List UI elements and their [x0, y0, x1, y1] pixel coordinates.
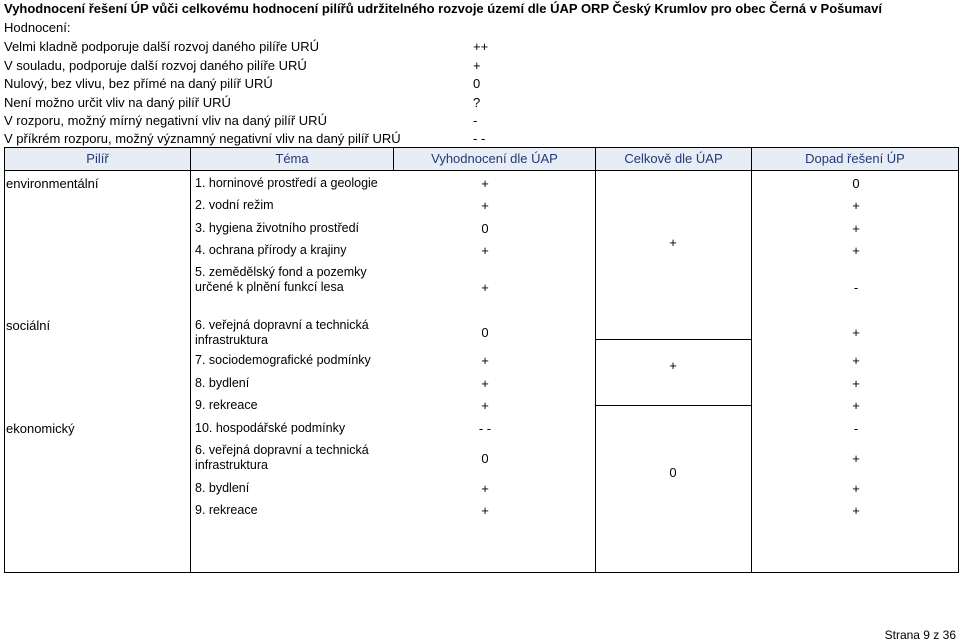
celkove-divider — [595, 339, 752, 340]
table-row-vyhodnoceni: + — [481, 376, 489, 391]
page-number: Strana 9 z 36 — [884, 628, 956, 642]
legend-item-symbol: ? — [473, 95, 481, 110]
header-dopad: Dopad řešení ÚP — [751, 147, 959, 171]
table-row-dopad: - — [853, 421, 859, 436]
table-column-divider — [595, 170, 596, 573]
legend-item-symbol: + — [473, 58, 481, 73]
celkove-environmental: + — [669, 235, 677, 250]
table-border-right — [958, 170, 959, 573]
table-row-tema: 9. rekreace — [195, 503, 258, 517]
table-row-dopad: - — [853, 280, 859, 295]
legend-item — [4, 113, 564, 131]
pillar-economic: ekonomický — [6, 421, 75, 436]
legend-heading: Hodnocení: — [4, 20, 71, 35]
legend-item-symbol: - - — [473, 131, 486, 146]
document-title: Vyhodnocení řešení ÚP vůči celkovému hodnocení pilířů udržitelného rozvoje území dle ÚAP ORP Český Krumlov pro obec Černá v Pošumaví — [4, 1, 882, 16]
pillar-social: sociální — [6, 318, 51, 333]
legend-item-text: Není možno určit vliv na daný pilíř URÚ — [4, 95, 231, 110]
legend-item-text: V rozporu, možný mírný negativní vliv na daný pilíř URÚ — [4, 113, 327, 128]
header-vyhodnoceni: Vyhodnocení dle ÚAP — [393, 147, 596, 171]
evaluation-table — [4, 147, 959, 573]
table-row-tema: 2. vodní režim — [195, 198, 274, 212]
table-row-dopad: + — [852, 503, 860, 518]
table-row-vyhodnoceni: + — [481, 176, 489, 191]
table-row-tema: 6. veřejná dopravní a technická infrastruktura — [195, 318, 369, 347]
header-celkove: Celkově dle ÚAP — [595, 147, 752, 171]
table-row-dopad: + — [852, 376, 860, 391]
table-column-divider — [190, 170, 191, 573]
table-row-vyhodnoceni: + — [481, 280, 489, 295]
table-row-vyhodnoceni: + — [481, 503, 489, 518]
legend-item — [4, 76, 564, 94]
pillar-environmental: environmentální — [6, 176, 99, 191]
table-row-dopad: 0 — [852, 176, 860, 191]
legend-item-text: V souladu, podporuje další rozvoj daného pilíře URÚ — [4, 58, 307, 73]
table-row-tema: 8. bydlení — [195, 376, 250, 390]
header-pilir: Pilíř — [4, 147, 191, 171]
table-row-dopad: + — [852, 221, 860, 236]
table-border-bottom — [4, 572, 959, 573]
table-row-tema: 4. ochrana přírody a krajiny — [195, 243, 347, 257]
table-row-dopad: + — [852, 243, 860, 258]
table-row-vyhodnoceni: - - — [478, 421, 492, 436]
table-row-dopad: + — [852, 451, 860, 466]
legend-item — [4, 95, 564, 113]
table-row-vyhodnoceni: + — [481, 398, 489, 413]
header-tema: Téma — [190, 147, 394, 171]
table-row-tema: 1. horninové prostředí a geologie — [195, 176, 378, 190]
table-row-tema: 8. bydlení — [195, 481, 250, 495]
table-row-vyhodnoceni: 0 — [481, 325, 489, 340]
table-row-tema: 7. sociodemografické podmínky — [195, 353, 371, 367]
legend-item-symbol: 0 — [473, 76, 481, 91]
legend-item — [4, 39, 564, 57]
table-border-left — [4, 170, 5, 573]
legend-item-symbol: - — [473, 113, 478, 128]
table-row-dopad: + — [852, 198, 860, 213]
table-row-vyhodnoceni: + — [481, 243, 489, 258]
table-row-tema: 5. zemědělský fond a pozemky určené k plnění funkcí lesa — [195, 265, 367, 294]
table-row-vyhodnoceni: 0 — [481, 451, 489, 466]
table-row-vyhodnoceni: 0 — [481, 221, 489, 236]
table-column-divider — [751, 170, 752, 573]
legend-item-text: Velmi kladně podporuje další rozvoj daného pilíře URÚ — [4, 39, 320, 54]
table-row-vyhodnoceni: + — [481, 198, 489, 213]
celkove-social: + — [669, 358, 677, 373]
table-row-tema: 10. hospodářské podmínky — [195, 421, 346, 435]
legend-item — [4, 58, 564, 76]
celkove-economic: 0 — [669, 465, 677, 480]
table-row-vyhodnoceni: + — [481, 481, 489, 496]
table-row-tema: 9. rekreace — [195, 398, 258, 412]
table-row-dopad: + — [852, 481, 860, 496]
celkove-divider — [595, 405, 752, 406]
table-row-vyhodnoceni: + — [481, 353, 489, 368]
table-row-tema: 3. hygiena životního prostředí — [195, 221, 359, 235]
table-row-dopad: + — [852, 353, 860, 368]
legend-item-text: Nulový, bez vlivu, bez přímé na daný pilíř URÚ — [4, 76, 273, 91]
table-row-dopad: + — [852, 398, 860, 413]
legend-item-symbol: ++ — [473, 39, 489, 54]
table-row-dopad: + — [852, 325, 860, 340]
table-row-tema: 6. veřejná dopravní a technická infrastruktura — [195, 443, 369, 472]
legend-item-text: V příkrém rozporu, možný významný negativní vliv na daný pilíř URÚ — [4, 131, 401, 146]
